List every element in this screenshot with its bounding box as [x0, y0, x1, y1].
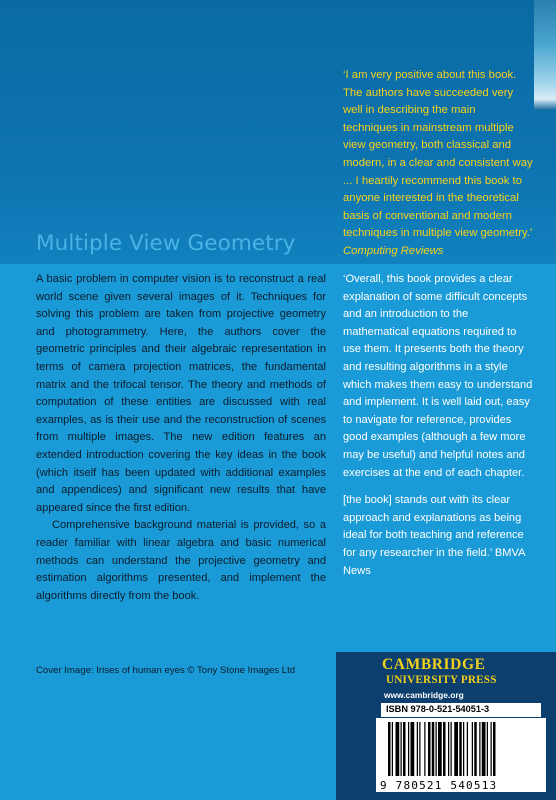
- barcode-bar: [472, 722, 473, 776]
- publisher-url: www.cambridge.org: [384, 690, 464, 700]
- barcode-bar: [454, 722, 458, 776]
- barcode-bar: [474, 722, 477, 776]
- barcode-bar: [487, 722, 488, 776]
- barcode-bar: [448, 722, 449, 776]
- cover-image-credit: Cover Image: Irises of human eyes © Tony Stone Images Ltd: [36, 665, 296, 676]
- description-paragraph: Comprehensive background material is provided, so a reader familiar with linear algebra and basic numerical methods can understand the projective geometry and estimation algorithms presented, and implement the algorithms directly from the book.: [36, 519, 326, 602]
- barcode-bar: [424, 722, 425, 776]
- barcode-bar: [401, 722, 402, 776]
- barcode-bar: [463, 722, 464, 776]
- review-quotes-column: [343, 271, 535, 580]
- barcode-bar: [436, 722, 437, 776]
- barcode-icon: [376, 718, 546, 778]
- barcode-bar: [482, 722, 486, 776]
- review-quote-text: [the book] stands out with its clear approach and explanations as being ideal for both teaching and reference for any researcher in the field.’: [343, 494, 524, 559]
- publisher-name: CAMBRIDGE: [382, 656, 486, 673]
- description-paragraph: A basic problem in computer vision is to reconstruct a real world scene given several images of it. Techniques for solving this problem are taken from projective geometry and photogrammetry. Here, the authors cover the geometric principles and their algebraic representation in terms of camera projection matrices, the fundamental matrix and the trifocal tensor. The theory and methods of computation of these entities are discussed with real examples, as is their use and the reconstruction of scenes from multiple images. The new edition features an extended introduction covering the key ideas in the book (which itself has been updated with additional examples and appendices) and significant new results that have appeared since the first edition.: [36, 273, 326, 514]
- cover-image-strip: [534, 0, 556, 110]
- barcode-bar: [417, 722, 418, 776]
- barcode-bar: [432, 722, 435, 776]
- barcode-bar: [479, 722, 480, 776]
- barcode-bar: [396, 722, 400, 776]
- review-quote-text: ‘I am very positive about this book. The authors have succeeded very well in describing the main techniques in mainstream multiple view geometry, both classical and modern, in a clear and consistent way ... I heartily recommend this book to anyone interested in the theoretical basis of conventional and modern techniques in multiple view geometry.’: [343, 69, 533, 240]
- barcode-bar: [388, 722, 391, 776]
- barcode-bar: [493, 722, 496, 776]
- barcode-bar: [443, 722, 446, 776]
- publisher-subtitle: UNIVERSITY PRESS: [386, 674, 497, 686]
- barcode-bar: [419, 722, 420, 776]
- barcode-bar: [392, 722, 393, 776]
- barcode-bar: [459, 722, 462, 776]
- book-title: Multiple View Geometry: [36, 231, 296, 256]
- barcode-bar: [467, 722, 468, 776]
- review-quote-bmva: [343, 492, 535, 580]
- barcode-bar: [411, 722, 415, 776]
- barcode-bar: [451, 722, 452, 776]
- barcode-bar: [438, 722, 442, 776]
- review-quote-overall: ‘Overall, this book provides a clear explanation of some difficult concepts and an introduction to the mathematical equations required to use them. It presents both the theory and resulting algorithms in a style which makes them easy to understand and implement. It is well laid out, easy to navigate for reference, provides good examples (although a few more may be useful) and helpful notes and exercises at the end of each chapter.: [343, 273, 533, 479]
- barcode-digits: 9 780521 540513: [380, 779, 498, 792]
- isbn-number: ISBN 978-0-521-54051-3: [386, 704, 490, 714]
- barcode-bar: [491, 722, 492, 776]
- book-description: [36, 271, 326, 605]
- review-source: BMVA News: [343, 546, 525, 577]
- review-quote-computing-reviews: [343, 67, 533, 261]
- barcode-bar: [408, 722, 409, 776]
- barcode-bar: [403, 722, 406, 776]
- barcode-bar: [428, 722, 431, 776]
- review-source: Computing Reviews: [343, 244, 444, 257]
